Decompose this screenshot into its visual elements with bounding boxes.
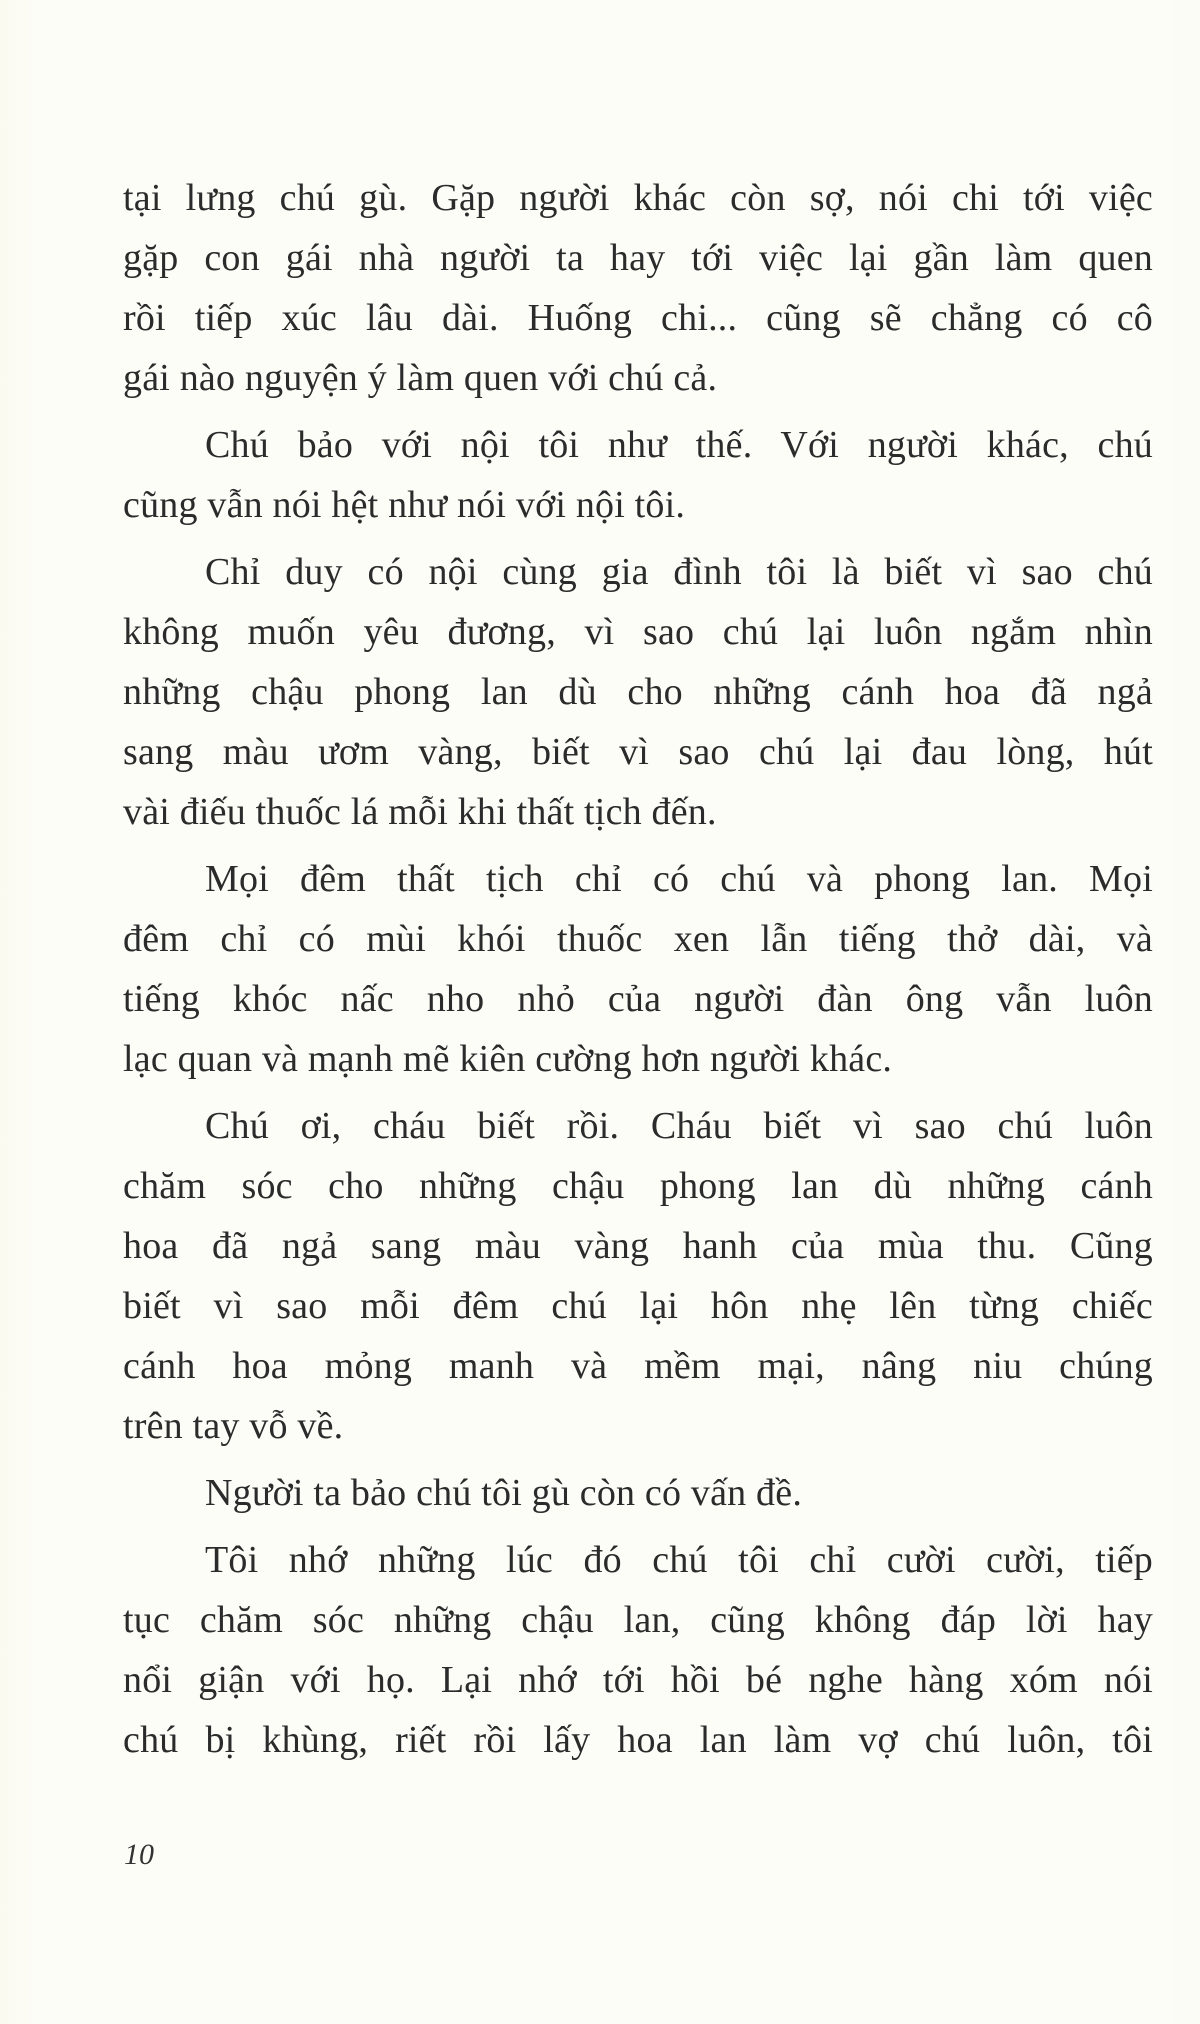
text-line: tiếng khóc nấc nho nhỏ của người đàn ông vẫn luôn bbox=[123, 978, 1153, 1020]
text-line: chú bị khùng, riết rồi lấy hoa lan làm vợ chú luôn, tôi bbox=[123, 1719, 1153, 1761]
text-line: Chỉ duy có nội cùng gia đình tôi là biết vì sao chú bbox=[205, 551, 1153, 593]
text-line: đêm chỉ có mùi khói thuốc xen lẫn tiếng thở dài, và bbox=[123, 918, 1153, 960]
paragraph-1 bbox=[123, 168, 1153, 408]
text-line: vài điếu thuốc lá mỗi khi thất tịch đến. bbox=[123, 791, 717, 833]
text-line: cũng vẫn nói hệt như nói với nội tôi. bbox=[123, 484, 686, 526]
text-line: tại lưng chú gù. Gặp người khác còn sợ, nói chi tới việc bbox=[123, 177, 1153, 219]
text-line: chăm sóc cho những chậu phong lan dù những cánh bbox=[123, 1165, 1153, 1207]
paragraph-7 bbox=[123, 1530, 1153, 1770]
text-line: tục chăm sóc những chậu lan, cũng không đáp lời hay bbox=[123, 1599, 1153, 1641]
page-number: 10 bbox=[124, 1838, 154, 1871]
text-line: gái nào nguyện ý làm quen với chú cả. bbox=[123, 357, 718, 399]
paragraph-4 bbox=[123, 849, 1153, 1089]
text-line: rồi tiếp xúc lâu dài. Huống chi... cũng sẽ chẳng có cô bbox=[123, 297, 1153, 339]
paragraph-2 bbox=[123, 415, 1153, 535]
text-line: lạc quan và mạnh mẽ kiên cường hơn người khác. bbox=[123, 1038, 893, 1080]
text-line: sang màu ươm vàng, biết vì sao chú lại đau lòng, hút bbox=[123, 731, 1153, 773]
text-line: không muốn yêu đương, vì sao chú lại luôn ngắm nhìn bbox=[123, 611, 1153, 653]
text-line: hoa đã ngả sang màu vàng hanh của mùa thu. Cũng bbox=[123, 1225, 1153, 1267]
text-line: biết vì sao mỗi đêm chú lại hôn nhẹ lên từng chiếc bbox=[123, 1285, 1153, 1327]
text-line: gặp con gái nhà người ta hay tới việc lại gần làm quen bbox=[123, 237, 1153, 279]
paragraph-3 bbox=[123, 542, 1153, 842]
text-line: Chú bảo với nội tôi như thế. Với người khác, chú bbox=[205, 424, 1153, 466]
text-line: trên tay vỗ về. bbox=[123, 1405, 344, 1447]
paragraph-5 bbox=[123, 1096, 1153, 1456]
text-line: những chậu phong lan dù cho những cánh hoa đã ngả bbox=[123, 671, 1153, 713]
text-line: Tôi nhớ những lúc đó chú tôi chỉ cười cười, tiếp bbox=[205, 1539, 1153, 1581]
text-line: Người ta bảo chú tôi gù còn có vấn đề. bbox=[205, 1472, 803, 1514]
body-text bbox=[123, 168, 1153, 1777]
text-line: Chú ơi, cháu biết rồi. Cháu biết vì sao chú luôn bbox=[205, 1105, 1153, 1147]
text-line: Mọi đêm thất tịch chỉ có chú và phong lan. Mọi bbox=[205, 858, 1153, 900]
text-line: cánh hoa mỏng manh và mềm mại, nâng niu chúng bbox=[123, 1345, 1153, 1387]
text-line: nổi giận với họ. Lại nhớ tới hồi bé nghe hàng xóm nói bbox=[123, 1659, 1153, 1701]
paragraph-6 bbox=[123, 1463, 1153, 1523]
